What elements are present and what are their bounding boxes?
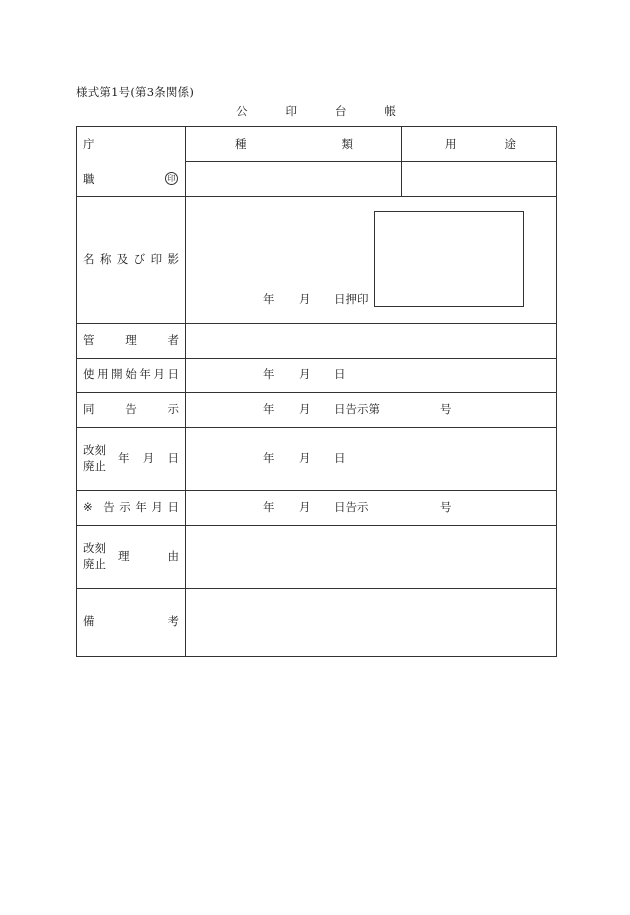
label-char: 日 [167, 451, 179, 465]
label-char: 用 [97, 367, 109, 381]
column-divider [401, 127, 402, 196]
column-divider [185, 127, 186, 656]
seal-mark-icon: 印 [165, 172, 178, 185]
label-reason [118, 551, 179, 563]
label-char: 及 [116, 252, 129, 266]
row-divider [77, 588, 556, 589]
header-use-char: 途 [504, 137, 516, 151]
label-start-date [83, 369, 179, 381]
label-char: 管 [83, 333, 95, 347]
label-char: 日 [167, 500, 179, 514]
label-agency: 庁 [83, 137, 95, 151]
label-char: 告 [103, 500, 115, 514]
row-divider [77, 490, 556, 491]
row-divider [77, 358, 556, 359]
label-char: 者 [167, 333, 179, 347]
label-revision-date [118, 453, 179, 465]
label-char: ※ [83, 500, 93, 514]
start-date-month: 月 [299, 367, 311, 381]
label-post: 職 [83, 172, 95, 186]
header-type-char: 類 [341, 137, 353, 151]
label-prefix-top: 改刻 [83, 443, 106, 457]
label-char: 備 [83, 614, 95, 628]
label-char: 同 [83, 402, 95, 416]
label-char: 月 [151, 500, 163, 514]
form-number: 様式第1号(第3条関係) [76, 85, 195, 99]
label-reason-prefix [83, 543, 106, 570]
seal-impression-box[interactable] [374, 211, 524, 307]
row-divider [77, 323, 556, 324]
notice-month: 月 [299, 402, 311, 416]
notice-date-year: 年 [263, 500, 275, 514]
row-divider [77, 427, 556, 428]
label-char: 影 [167, 252, 179, 266]
form-title-char: 印 [285, 104, 297, 118]
form-title [236, 103, 396, 119]
label-char: 理 [125, 333, 137, 347]
form-title-char: 帳 [384, 104, 396, 118]
label-char: 理 [118, 549, 130, 563]
form-title-char: 公 [236, 104, 248, 118]
start-date-year: 年 [263, 367, 275, 381]
label-char: 示 [167, 402, 179, 416]
label-char: 使 [83, 367, 95, 381]
impression-date-year: 年 [263, 292, 275, 306]
impression-date-month: 月 [299, 292, 311, 306]
label-manager [83, 335, 179, 347]
label-prefix-bottom: 廃止 [83, 458, 106, 473]
label-char: 月 [142, 451, 155, 465]
label-name-and-impression [83, 254, 179, 266]
notice-date-month: 月 [299, 500, 311, 514]
start-date-day: 日 [334, 367, 346, 381]
header-use [445, 139, 516, 151]
notice-day-number-prefix: 日告示第 [334, 402, 380, 416]
label-revision-prefix [83, 445, 106, 472]
row-divider [77, 392, 556, 393]
label-char: 考 [167, 614, 179, 628]
label-char: 示 [119, 500, 131, 514]
seal-ledger-table [76, 126, 557, 657]
form-title-char: 台 [335, 104, 347, 118]
label-char: 告 [125, 402, 137, 416]
row-divider [77, 525, 556, 526]
revision-month: 月 [299, 451, 311, 465]
label-char: 由 [167, 549, 179, 563]
label-remarks [83, 616, 179, 628]
label-char: び [133, 252, 146, 266]
revision-day: 日 [334, 451, 346, 465]
impression-date-day-stamp: 日押印 [334, 292, 369, 306]
label-prefix-top: 改刻 [83, 541, 106, 555]
row-divider [77, 196, 556, 197]
notice-date-number-suffix: 号 [440, 500, 452, 514]
row-divider [185, 161, 556, 162]
notice-number-suffix: 号 [440, 402, 452, 416]
label-char: 年 [118, 451, 130, 465]
label-notice [83, 404, 179, 416]
label-char: 年 [139, 367, 151, 381]
label-char: 称 [99, 252, 112, 266]
label-char: 始 [125, 367, 137, 381]
label-char: 名 [83, 252, 95, 266]
header-type [235, 139, 353, 151]
header-type-char: 種 [235, 137, 247, 151]
label-notice-date [83, 502, 179, 514]
revision-year: 年 [263, 451, 275, 465]
notice-year: 年 [263, 402, 275, 416]
label-char: 日 [167, 367, 179, 381]
label-char: 印 [150, 252, 163, 266]
notice-date-day-notice: 日告示 [334, 500, 369, 514]
label-prefix-bottom: 廃止 [83, 556, 106, 571]
label-char: 月 [153, 367, 165, 381]
header-use-char: 用 [445, 137, 457, 151]
label-char: 開 [111, 367, 123, 381]
label-char: 年 [135, 500, 147, 514]
